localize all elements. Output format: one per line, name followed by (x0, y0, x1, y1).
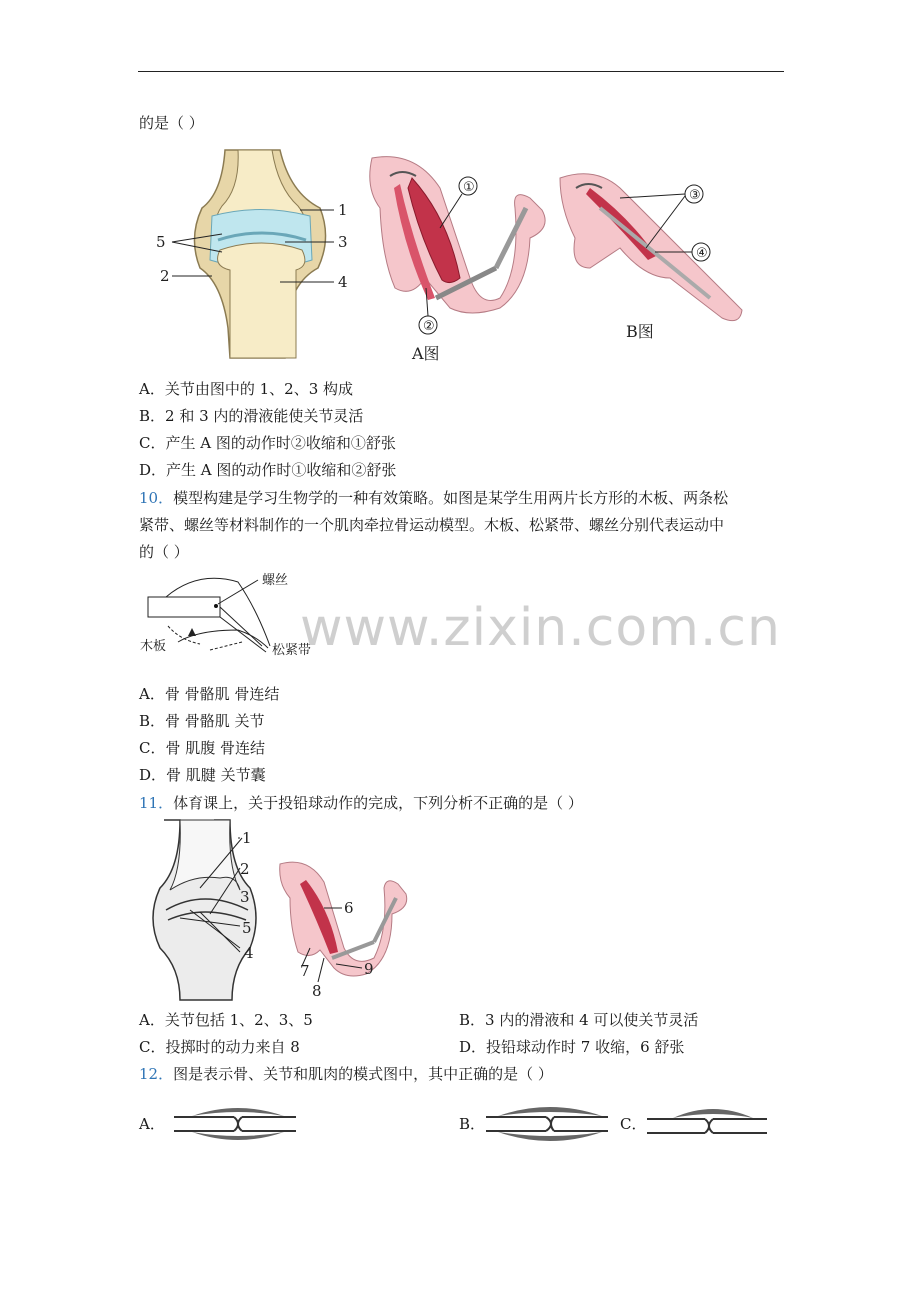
q10-option-b: B．骨 骨骼肌 关节 (139, 712, 265, 730)
q10-number: 10． (139, 489, 174, 507)
q9-option-d: D．产生 A 图的动作时①收缩和②舒张 (139, 461, 397, 479)
q11-stem-text: 体育课上，关于投铅球动作的完成，下列分析不正确的是（ ） (173, 794, 583, 812)
arm-b-caption: B图 (626, 322, 654, 341)
q9-option-a: A．关节由图中的 1、2、3 构成 (139, 380, 354, 398)
q11-option-b: B．3 内的滑液和 4 可以使关节灵活 (459, 1011, 699, 1029)
q11-knee-diagram (153, 820, 256, 1000)
arm-a-diagram (370, 157, 545, 363)
q10-stem-line-3: 的（ ） (139, 543, 189, 561)
knee-joint-diagram (156, 150, 348, 358)
q11-knee-label-5: 5 (242, 919, 252, 937)
q10-label-band: 松紧带 (272, 643, 312, 658)
knee-label-5: 5 (156, 233, 166, 251)
q12-stem-text: 图是表示骨、关节和肌肉的模式图中，其中正确的是（ ） (173, 1065, 553, 1083)
q10-stem-text-1: 模型构建是学习生物学的一种有效策略。如图是某学生用两片长方形的木板、两条松 (173, 489, 729, 507)
knee-label-3: 3 (338, 233, 348, 251)
knee-label-2: 2 (160, 267, 170, 285)
q10-figure (138, 568, 318, 664)
q9-figure (150, 148, 750, 366)
knee-label-1: 1 (338, 201, 348, 219)
q12-option-b-figure (484, 1104, 610, 1144)
arm-a-label-2: ② (423, 319, 435, 334)
q12-option-c-label: C． (620, 1115, 647, 1133)
watermark: www.zixin.com.cn (300, 598, 781, 658)
q11-arm-label-7: 7 (300, 962, 310, 980)
q11-knee-label-4: 4 (244, 944, 254, 962)
q12-option-a-figure (172, 1104, 298, 1144)
q10-option-d: D．骨 肌腱 关节囊 (139, 766, 266, 784)
q11-number: 11． (139, 794, 174, 812)
q9-option-c: C．产生 A 图的动作时②收缩和①舒张 (139, 434, 396, 452)
q9-stem-tail: 的是（ ） (139, 114, 204, 132)
q11-option-c: C．投掷时的动力来自 8 (139, 1038, 300, 1056)
q10-option-c: C．骨 肌腹 骨连结 (139, 739, 266, 757)
q12-option-c-figure (645, 1104, 769, 1144)
arm-b-diagram (560, 174, 742, 341)
header-rule (138, 71, 784, 72)
q10-label-board: 木板 (140, 639, 167, 654)
q11-option-a: A．关节包括 1、2、3、5 (139, 1011, 313, 1029)
q12-stem (139, 1063, 553, 1085)
q11-figure (140, 818, 410, 1004)
q12-option-a-label: A． (139, 1115, 165, 1133)
q11-stem (139, 792, 583, 814)
arm-b-label-4: ④ (696, 246, 708, 261)
q11-arm-label-8: 8 (312, 982, 322, 1000)
q10-stem-line-1 (139, 487, 728, 509)
q12-option-b-label: B． (459, 1115, 486, 1133)
q10-label-screw: 螺丝 (262, 573, 289, 588)
arm-a-caption: A图 (412, 344, 440, 363)
q11-option-d: D．投铅球动作时 7 收缩，6 舒张 (459, 1038, 685, 1056)
q10-stem-line-2: 紧带、螺丝等材料制作的一个肌肉牵拉骨运动模型。木板、松紧带、螺丝分别代表运动中 (139, 516, 725, 534)
q9-option-b: B．2 和 3 内的滑液能使关节灵活 (139, 407, 364, 425)
knee-label-4: 4 (338, 273, 348, 291)
arm-b-label-3: ③ (689, 188, 701, 203)
q11-arm-label-9: 9 (364, 960, 374, 978)
q11-knee-label-3: 3 (240, 888, 250, 906)
q11-arm-diagram (280, 862, 407, 1000)
q11-knee-label-2: 2 (240, 860, 250, 878)
q12-number: 12． (139, 1065, 174, 1083)
q11-knee-label-1: 1 (242, 829, 252, 847)
q10-option-a: A．骨 骨骼肌 骨连结 (139, 685, 280, 703)
q11-arm-label-6: 6 (344, 899, 354, 917)
arm-a-label-1: ① (463, 180, 475, 195)
